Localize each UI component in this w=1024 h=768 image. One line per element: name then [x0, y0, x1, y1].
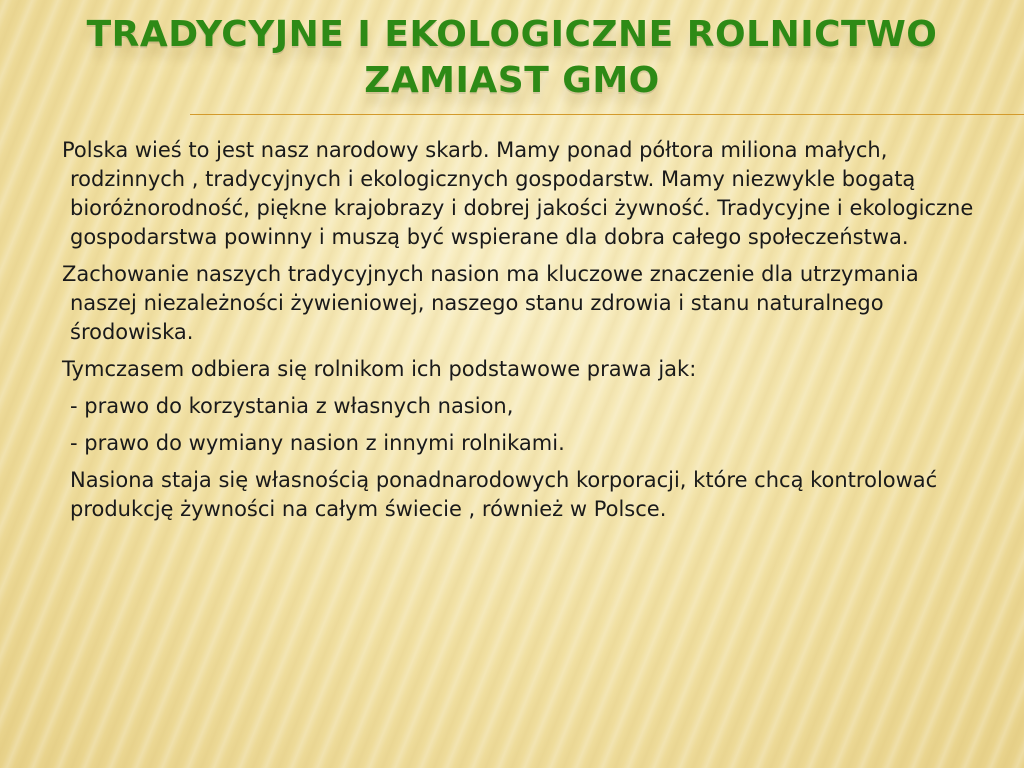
list-item-1: - prawo do korzystania z własnych nasion,: [70, 394, 514, 418]
paragraph-1: Polska wieś to jest nasz narodowy skarb. Mamy ponad półtora miliona małych, rodzinnych , tradycyjnych i ekologicznych gospodarstw. Mamy niezwykle bogatą bioróżnorodność, piękne krajobrazy i dobrej jakości żywność. Tradycyjne i ekologiczne gospodarstwa powinny i muszą być wspierane dla dobra całego społeczeństwa.: [62, 138, 974, 249]
title-line-2: ZAMIAST GMO: [364, 60, 660, 101]
paragraph-4: Nasiona staja się własnością ponadnarodowych korporacji, które chcą kontrolować produkcję żywności na całym świecie , również w Polsce.: [70, 468, 938, 521]
paragraph-3: Tymczasem odbiera się rolnikom ich podstawowe prawa jak:: [62, 357, 697, 381]
slide-title: [60, 12, 964, 104]
slide-body: [62, 136, 992, 532]
title-divider: [190, 114, 1024, 115]
list-item-2: - prawo do wymiany nasion z innymi rolnikami.: [70, 431, 565, 455]
title-line-1: TRADYCYJNE I EKOLOGICZNE ROLNICTWO: [86, 14, 938, 55]
paragraph-2: Zachowanie naszych tradycyjnych nasion ma kluczowe znaczenie dla utrzymania naszej niezależności żywieniowej, naszego stanu zdrowia i stanu naturalnego środowiska.: [62, 262, 919, 344]
